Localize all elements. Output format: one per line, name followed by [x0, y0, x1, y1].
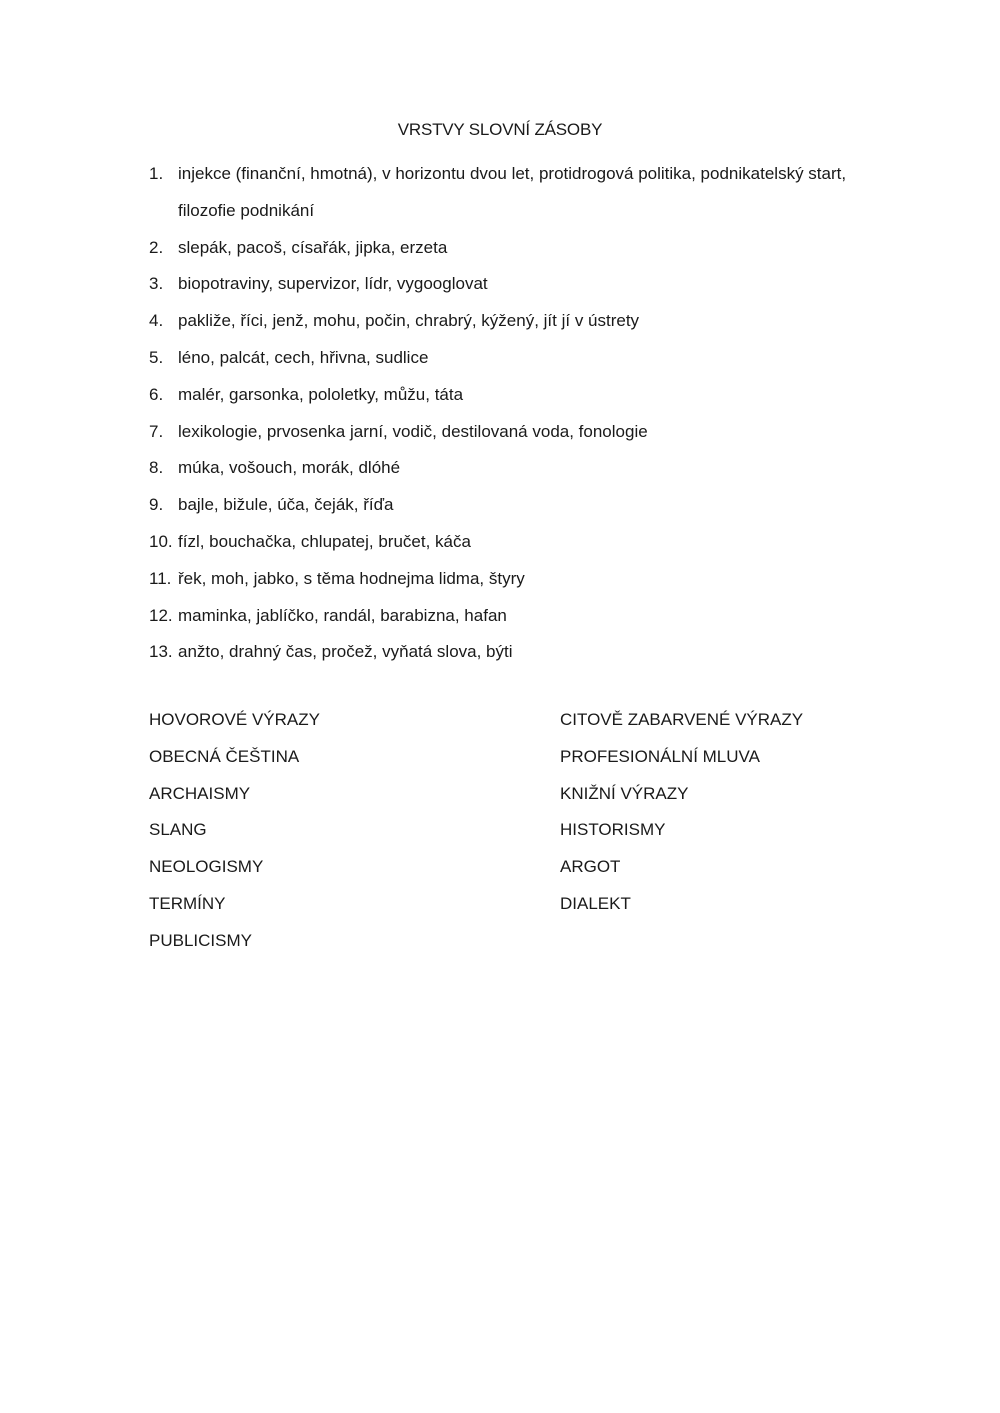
list-number: 11.	[149, 568, 172, 588]
category-label: PUBLICISMY	[149, 930, 252, 950]
list-number: 10.	[149, 531, 173, 551]
category-label: CITOVĚ ZABARVENÉ VÝRAZY	[560, 710, 804, 729]
list-number: 13.	[149, 642, 173, 662]
list-number: 1.	[149, 164, 164, 183]
list-number: 6.	[149, 384, 164, 404]
list-number: 5.	[149, 347, 164, 367]
list-item	[149, 450, 879, 487]
list-text: léno, palcát, cech, hřivna, sudlice	[178, 347, 429, 367]
category-label: KNIŽNÍ VÝRAZY	[560, 783, 689, 803]
list-item	[149, 634, 879, 671]
list-text: múka, vošouch, morák, dlóhé	[178, 458, 401, 478]
list-item	[149, 524, 879, 561]
list-item	[149, 230, 879, 267]
category-label: SLANG	[149, 820, 207, 840]
list-item	[149, 414, 879, 451]
list-number: 7.	[149, 421, 164, 441]
list-text: maminka, jablíčko, randál, barabizna, hafan	[178, 605, 507, 625]
list-number: 2.	[149, 237, 164, 257]
list-text: biopotraviny, supervizor, lídr, vygooglovat	[178, 274, 488, 294]
list-text: injekce (finanční, hmotná), v horizontu dvou let, protidrogová politika, podnikatelský start, filozofie podnikání	[178, 164, 847, 220]
list-number: 9.	[149, 495, 164, 515]
list-item	[149, 487, 879, 524]
list-item	[149, 156, 879, 230]
list-number: 3.	[149, 274, 164, 294]
category-label: TERMÍNY	[149, 893, 226, 913]
list-text: bajle, bižule, úča, čeják, říďa	[178, 495, 394, 515]
list-item	[149, 340, 879, 377]
category-column-right	[560, 702, 803, 923]
category-label: HOVOROVÉ VÝRAZY	[149, 710, 320, 729]
category-label: ARCHAISMY	[149, 783, 251, 803]
category-label: PROFESIONÁLNÍ MLUVA	[560, 746, 760, 766]
category-label: NEOLOGISMY	[149, 857, 264, 877]
list-text: řek, moh, jabko, s těma hodnejma lidma, štyry	[178, 568, 525, 588]
category-label: HISTORISMY	[560, 820, 666, 840]
list-text: fízl, bouchačka, chlupatej, bručet, káča	[178, 531, 471, 551]
category-column-left	[149, 702, 320, 960]
list-text: anžto, drahný čas, pročež, vyňatá slova, býti	[178, 642, 513, 662]
list-item	[149, 303, 879, 340]
category-label: OBECNÁ ČEŠTINA	[149, 746, 300, 766]
page-title: VRSTVY SLOVNÍ ZÁSOBY	[397, 120, 603, 139]
list-number: 4.	[149, 311, 164, 331]
list-text: pakliže, říci, jenž, mohu, počin, chrabrý, kýžený, jít jí v ústrety	[178, 311, 640, 331]
word-list	[149, 156, 879, 671]
list-item	[149, 266, 879, 303]
list-number: 12.	[149, 605, 173, 625]
category-label: DIALEKT	[560, 893, 631, 913]
list-text: slepák, pacoš, císařák, jipka, erzeta	[178, 237, 448, 257]
category-label: ARGOT	[560, 857, 621, 877]
list-item	[149, 561, 879, 598]
list-item	[149, 598, 879, 635]
list-text: lexikologie, prvosenka jarní, vodič, destilovaná voda, fonologie	[178, 421, 648, 441]
list-number: 8.	[149, 458, 164, 478]
list-text: malér, garsonka, pololetky, můžu, táta	[178, 384, 464, 404]
list-item	[149, 377, 879, 414]
